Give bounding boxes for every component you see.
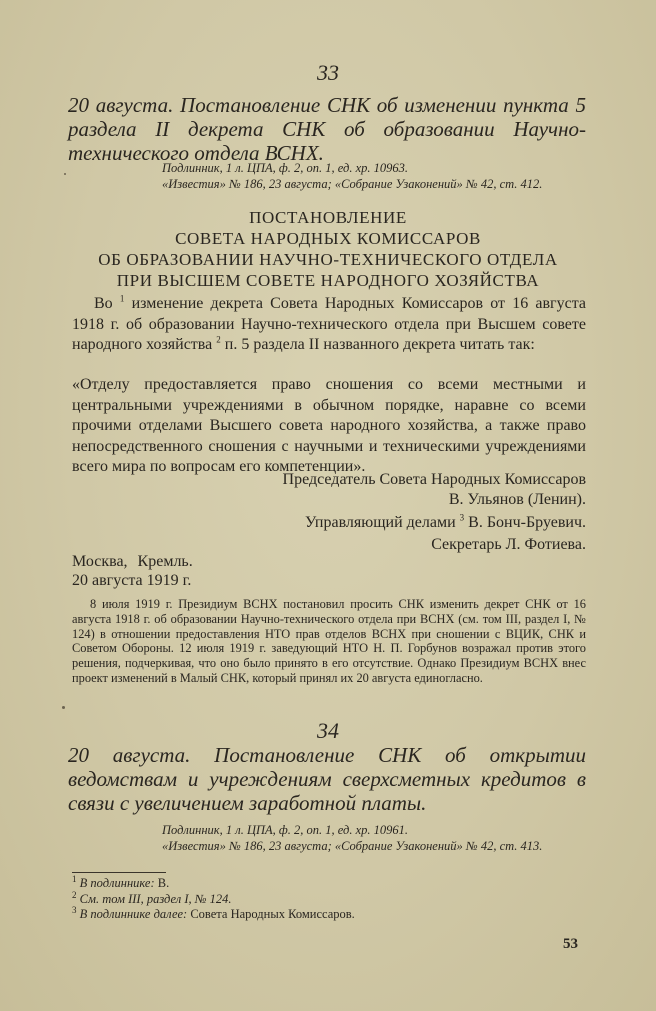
place: Москва, Кремль. xyxy=(72,553,193,570)
footnote-rule xyxy=(72,872,166,873)
archive-source-33 xyxy=(162,160,586,176)
footnote-1 xyxy=(72,873,170,891)
footnote-2-label: См. том III, раздел I, № 124. xyxy=(79,892,232,906)
footnote-mark-1: 1 xyxy=(119,293,125,304)
document-number-33: 33 xyxy=(317,60,339,85)
document-heading-33: 20 августа. Постановление СНК об изменении пункта 5 раздела II декрета СНК об образовании Научно-технического отдела ВСНХ. xyxy=(68,93,586,165)
page-number: 53 xyxy=(563,936,578,952)
document-heading-34: 20 августа. Постановление СНК об открытии ведомствам и учреждениям сверхсметных кредитов в связи с увеличением заработной платы. xyxy=(68,743,586,815)
print-speck xyxy=(64,173,66,175)
title-line-1: ПОСТАНОВЛЕНИЕ xyxy=(249,208,407,227)
publication-source-33: «Известия» № 186, 23 августа; «Собрание Узаконений» № 42, ст. 412. xyxy=(162,177,543,191)
decree-paragraph-1 xyxy=(50,294,586,356)
para1-part-a: Во xyxy=(94,295,113,312)
document-number-34: 34 xyxy=(317,718,339,743)
footnote-1-mark: 1 xyxy=(72,873,77,884)
decree-paragraph-2: «Отделу предоставляется право сношения со всеми местными и центральными учреждениями в обычном порядке, наравне со всеми прочими отделами Высшего совета народного хозяйства, а также право непосредственного сношения с научными и техническими учреждениями всего мира по вопросам его компетенции». xyxy=(72,376,586,476)
footnote-3-mark: 3 xyxy=(72,904,77,915)
para1-part-c: п. 5 раздела II названного декрета читать так: xyxy=(224,336,535,354)
title-line-3: ОБ ОБРАЗОВАНИИ НАУЧНО-ТЕХНИЧЕСКОГО ОТДЕЛА xyxy=(98,250,558,269)
footnote-2-mark: 2 xyxy=(72,889,77,900)
signature-secretary: Секретарь Л. Фотиева. xyxy=(431,536,586,553)
footnote-3 xyxy=(72,904,355,922)
footnote-mark-3: 3 xyxy=(459,512,465,523)
footnote-3-text: Совета Народных Комиссаров. xyxy=(190,907,355,921)
signature-chairman-name: В. Ульянов (Ленин). xyxy=(448,491,586,508)
signature-manager-name: В. Бонч-Бруевич. xyxy=(468,514,586,531)
para1-part-b: изменение декрета Совета Народных Комиссаров от 16 августа 1918 г. об образовании Научно-технического отдела при Высшем совете народного хозяйства xyxy=(72,295,587,354)
title-line-4: ПРИ ВЫСШЕМ СОВЕТЕ НАРОДНОГО ХОЗЯЙСТВА xyxy=(116,271,540,290)
signature-manager xyxy=(72,513,586,534)
signature-chairman-role: Председатель Совета Народных Комиссаров xyxy=(282,471,586,488)
editorial-note: 8 июля 1919 г. Президиум ВСНХ постановил просить СНК изменить декрет СНК от 16 августа 1918 г. об образовании Научно-технического отдела при ВСНХ (см. том III, раздел I, № 124) в отношении предоставления НТО прав отделов ВСНХ при сношении с ВЦИК, СНК и Советом Обороны. 12 июля 1919 г. заведующий НТО Н. П. Горбунов возражал против этого решения, подчеркивая, что оно было принято в его отсутствие. Однако Президиум ВСНХ внес проект изменений в Малый СНК, который принял их 20 августа единогласно. xyxy=(72,597,586,685)
footnote-1-label: В подлиннике: xyxy=(79,876,155,890)
date: 20 августа 1919 г. xyxy=(72,572,192,589)
title-line-2: СОВЕТА НАРОДНЫХ КОМИССАРОВ xyxy=(175,229,481,248)
footnote-1-text: В. xyxy=(157,876,170,890)
publication-source-34: «Известия» № 186, 23 августа; «Собрание Узаконений» № 42, ст. 413. xyxy=(162,839,543,853)
signature-manager-role: Управляющий делами xyxy=(304,514,456,531)
footnote-3-label: В подлиннике далее: xyxy=(79,907,188,921)
footnote-mark-2: 2 xyxy=(216,334,221,345)
source-line-1: Подлинник, 1 л. ЦПА, ф. 2, оп. 1, ед. хр. 10963. xyxy=(162,161,409,175)
footnote-2 xyxy=(72,889,232,907)
print-speck xyxy=(62,706,65,709)
decree-title xyxy=(0,207,656,291)
archive-source-34: Подлинник, 1 л. ЦПА, ф. 2, оп. 1, ед. хр. 10961. xyxy=(162,823,409,837)
